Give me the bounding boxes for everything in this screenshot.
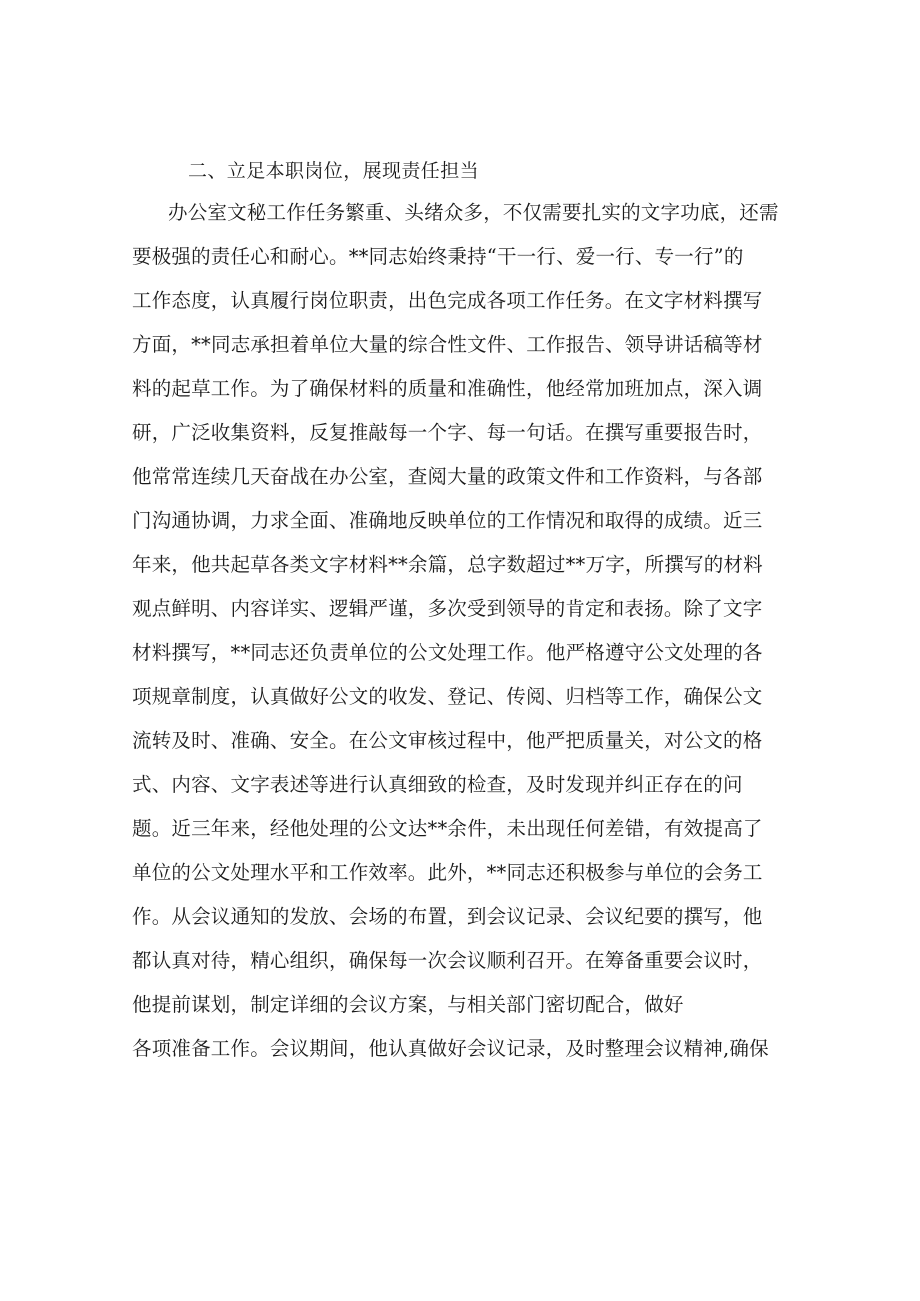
paragraph-line: 单位的公文处理水平和工作效率。此外，**同志还积极参与单位的会务工: [132, 861, 763, 884]
paragraph-line: 作。从会议通知的发放、会场的布置，到会议记录、会议纪要的撰写，他: [132, 905, 763, 928]
paragraph-line: 式、内容、文字表述等进行认真细致的检查，及时发现并纠正存在的问: [132, 773, 743, 796]
paragraph-line: 题。近三年来，经他处理的公文达**余件，未出现任何差错，有效提高了: [132, 817, 763, 840]
paragraph-line: 门沟通协调，力求全面、准确地反映单位的工作情况和取得的成绩。近三: [132, 509, 763, 532]
paragraph-line: 都认真对待，精心组织，确保每一次会议顺利召开。在筹备重要会议时，: [132, 949, 763, 972]
paragraph-line: 各项准备工作。会议期间，他认真做好会议记录，及时整理会议精神,确保: [132, 1037, 769, 1060]
paragraph-line: 料的起草工作。为了确保材料的质量和准确性，他经常加班加点，深入调: [132, 377, 763, 400]
paragraph-line: 项规章制度，认真做好公文的收发、登记、传阅、归档等工作，确保公文: [132, 685, 763, 708]
paragraph-line: 流转及时、准确、安全。在公文审核过程中，他严把质量关，对公文的格: [132, 729, 763, 752]
paragraph-line: 观点鲜明、内容详实、逻辑严谨，多次受到领导的肯定和表扬。除了文字: [132, 597, 763, 620]
paragraph-line: 他常常连续几天奋战在办公室，查阅大量的政策文件和工作资料，与各部: [132, 465, 763, 488]
paragraph-line: 办公室文秘工作任务繁重、头绪众多，不仅需要扎实的文字功底，还需: [168, 201, 779, 224]
paragraph-line: 方面，**同志承担着单位大量的综合性文件、工作报告、领导讲话稿等材: [132, 333, 763, 356]
paragraph-line: 研，广泛收集资料，反复推敲每一个字、每一句话。在撰写重要报告时，: [132, 421, 763, 444]
paragraph-line: 材料撰写，**同志还负责单位的公文处理工作。他严格遵守公文处理的各: [132, 641, 763, 664]
paragraph-line: 他提前谋划，制定详细的会议方案，与相关部门密切配合，做好: [132, 993, 684, 1016]
paragraph-line: 要极强的责任心和耐心。**同志始终秉持“干一行、爱一行、专一行”的: [132, 245, 744, 268]
paragraph-line: 工作态度，认真履行岗位职责，出色完成各项工作任务。在文字材料撰写: [132, 289, 763, 312]
paragraph-line: 年来，他共起草各类文字材料**余篇，总字数超过**万字，所撰写的材料: [132, 553, 763, 576]
section-heading: 二、立足本职岗位，展现责任担当: [188, 160, 480, 182]
